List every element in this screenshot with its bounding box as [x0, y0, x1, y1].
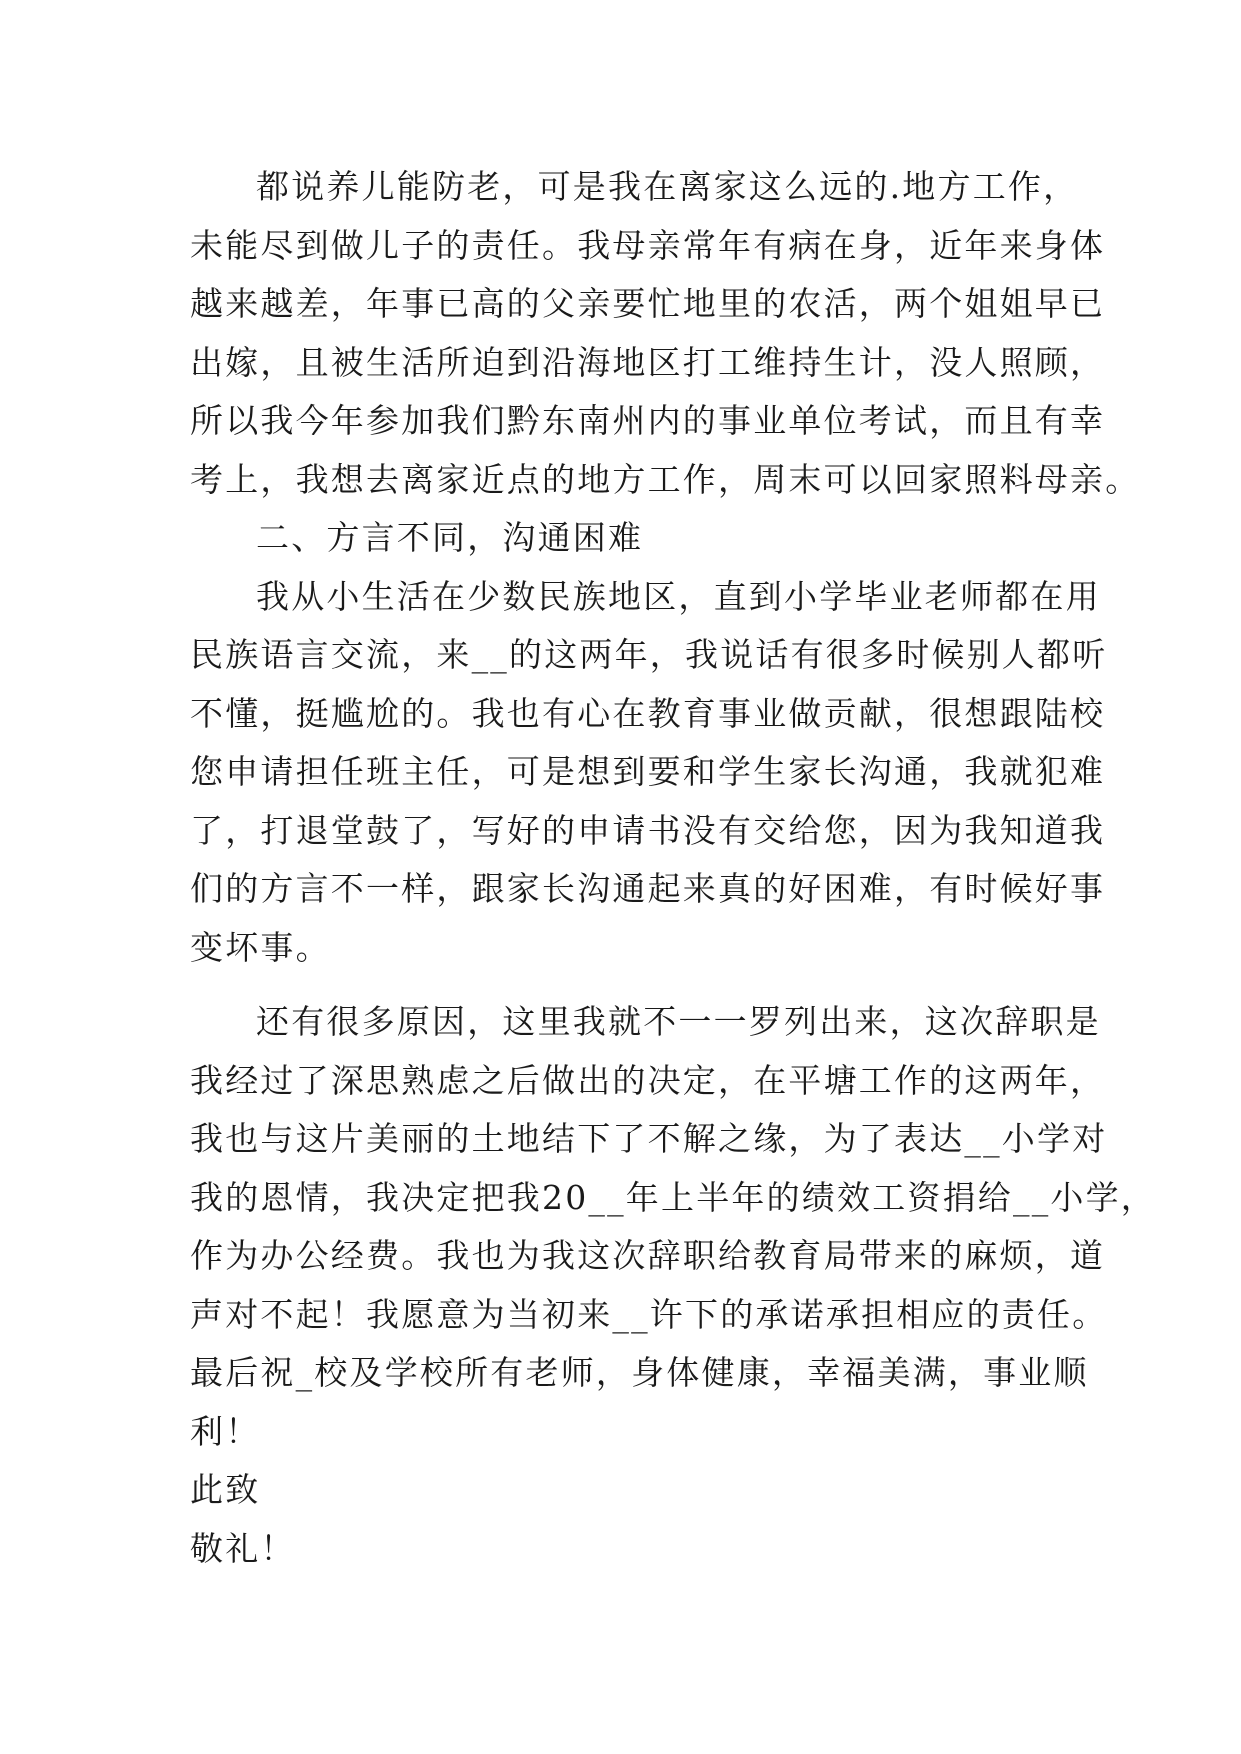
- paragraph-line: 最后祝_校及学校所有老师，身体健康，幸福美满，事业顺: [190, 1353, 1089, 1392]
- section-heading: 二、方言不同，沟通困难: [256, 518, 644, 557]
- paragraph-line: 出嫁，且被生活所迫到沿海地区打工维持生计，没人照顾，: [190, 342, 1106, 382]
- salutation-text: 敬礼！: [190, 1528, 296, 1568]
- paragraph-line: 考上，我想去离家近点的地方工作，周末可以回家照料母亲。: [190, 459, 1141, 499]
- letter-body: [190, 158, 1156, 1578]
- paragraph-line: 还有很多原因，这里我就不一一罗列出来，这次辞职是: [256, 1002, 1101, 1041]
- paragraph-line: 越来越差，年事已高的父亲要忙地里的农活，两个姐姐早已: [190, 284, 1106, 323]
- paragraph-gap: [190, 977, 1070, 993]
- paragraph-line: 不懂，挺尴尬的。我也有心在教育事业做贡献，很想跟陆校: [190, 693, 1106, 733]
- paragraph-line: 我的恩情，我决定把我20__年上半年的绩效工资捐给__小学，: [190, 1177, 1156, 1217]
- paragraph-line: 作为办公经费。我也为我这次辞职给教育局带来的麻烦，道: [190, 1236, 1106, 1275]
- paragraph-line: 您申请担任班主任，可是想到要和学生家长沟通，我就犯难: [190, 752, 1106, 791]
- paragraph-line: 了，打退堂鼓了，写好的申请书没有交给您，因为我知道我: [190, 810, 1106, 850]
- paragraph-line: 我也与这片美丽的土地结下了不解之缘，为了表达__小学对: [190, 1119, 1108, 1158]
- paragraph-line: 们的方言不一样，跟家长沟通起来真的好困难，有时候好事: [190, 869, 1106, 908]
- paragraph-line: 民族语言交流，来__的这两年，我说话有很多时候别人都听: [190, 635, 1108, 674]
- closing-text: 此致: [190, 1470, 261, 1509]
- paragraph-line: 都说养儿能防老，可是我在离家这么远的.地方工作，: [256, 167, 1079, 206]
- paragraph-line: 利！: [190, 1411, 261, 1451]
- paragraph-line: 我从小生活在少数民族地区，直到小学毕业老师都在用: [256, 576, 1101, 616]
- paragraph-line: 未能尽到做儿子的责任。我母亲常年有病在身，近年来身体: [190, 225, 1106, 265]
- paragraph-line: 所以我今年参加我们黔东南州内的事业单位考试，而且有幸: [190, 401, 1106, 440]
- paragraph-line: 声对不起！我愿意为当初来__许下的承诺承担相应的责任。: [190, 1294, 1108, 1334]
- paragraph-line: 我经过了深思熟虑之后做出的决定，在平塘工作的这两年，: [190, 1060, 1106, 1100]
- paragraph-line: 变坏事。: [190, 927, 331, 967]
